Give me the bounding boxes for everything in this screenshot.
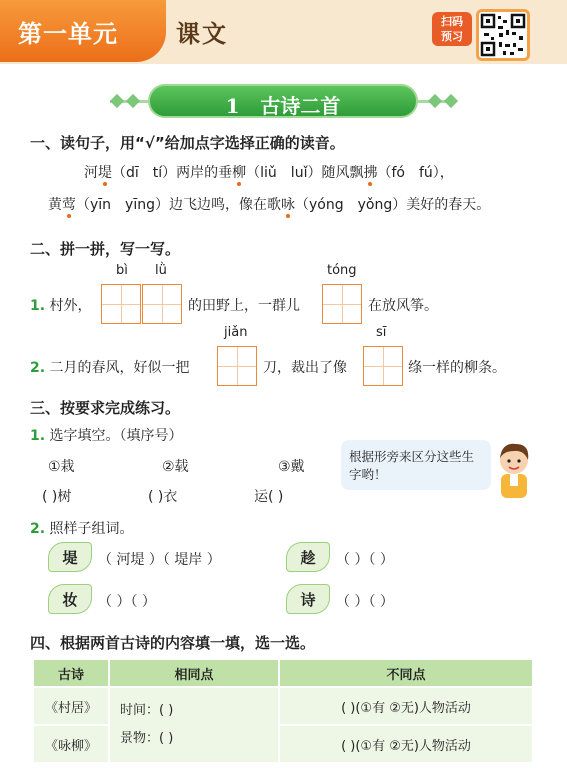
lesson-title-text	[150, 90, 416, 119]
word-group-blank[interactable]: （ ）（ ）	[98, 594, 156, 610]
option-1: ①栽	[48, 459, 75, 475]
tip-bubble	[341, 440, 491, 490]
leaf-char: 诗	[300, 591, 316, 609]
option-2: ②载	[162, 459, 189, 475]
pinyin-tong: tóng	[327, 263, 357, 278]
q3-1-text: 选字填空。（填序号）	[49, 428, 183, 444]
writing-box[interactable]	[217, 346, 257, 386]
q3-2-instruction	[30, 518, 134, 538]
fill-blank-2[interactable]: ( )衣	[148, 489, 178, 505]
difference-cell[interactable]: ( )(①有 ②无)人物活动	[280, 726, 532, 762]
q2-1-pre-text: 村外，	[49, 298, 92, 314]
same-time-blank[interactable]: 时间：( )	[120, 703, 174, 718]
leaf-label	[48, 542, 92, 572]
pinyin-jian: jiǎn	[224, 325, 248, 340]
leaf-label	[286, 584, 330, 614]
option-3: ③戴	[278, 459, 305, 475]
poem-name: 《咏柳》	[34, 726, 108, 762]
word-group-blank[interactable]: （ ）（ ）	[336, 594, 394, 610]
poem-name: 《村居》	[34, 688, 108, 724]
banner-ornament-right-2	[444, 94, 458, 108]
banner-ornament-left	[110, 94, 124, 108]
q2-2-pre-text: 二月的春风，好似一把	[49, 360, 190, 376]
leaf-label	[48, 584, 92, 614]
lesson-title-banner	[148, 84, 418, 118]
scan-label-line-1: 扫码	[441, 15, 463, 28]
difference-cell[interactable]: ( )(①有 ②无)人物活动	[280, 688, 532, 724]
banner-ornament-right	[428, 94, 442, 108]
table-header-row	[34, 660, 532, 686]
table-row	[34, 726, 532, 762]
leaf-char: 堤	[62, 549, 78, 567]
banner-ornament-left-2	[126, 94, 140, 108]
writing-box[interactable]	[142, 284, 182, 324]
scan-label-line-2: 预习	[441, 30, 463, 43]
table-header: 古诗	[34, 660, 108, 686]
q2-1-mid: 的田野上，一群儿	[188, 298, 300, 314]
q3-2-text: 照样子组词。	[49, 521, 134, 537]
q3-2-num: 2.	[30, 521, 46, 537]
section-1-heading: 一、读句子，用“√”给加点字选择正确的读音。	[30, 134, 345, 152]
leaf-label	[286, 542, 330, 572]
same-scene-blank[interactable]: 景物：( )	[120, 731, 174, 746]
q2-2-post: 绦一样的柳条。	[408, 360, 506, 376]
word-group-example: （ 河堤 ）（ 堤岸 ）	[98, 552, 221, 568]
lesson-type-title: 课文	[176, 20, 228, 48]
boy-mascot-icon	[492, 440, 536, 502]
lesson-title: 古诗二首	[260, 94, 341, 118]
writing-box[interactable]	[322, 284, 362, 324]
lesson-number: 1	[225, 94, 240, 118]
poem-compare-table	[32, 658, 534, 764]
table-row	[34, 688, 532, 724]
q2-2-num: 2.	[30, 360, 46, 376]
scan-preview-label	[432, 12, 472, 46]
q2-1-num: 1.	[30, 298, 46, 314]
q3-1-num: 1.	[30, 428, 46, 444]
q2-1-post: 在放风筝。	[368, 298, 438, 314]
section-4-heading: 四、根据两首古诗的内容填一填，选一选。	[30, 634, 316, 652]
fill-blank-3[interactable]: 运( )	[254, 489, 284, 505]
writing-box[interactable]	[101, 284, 141, 324]
fill-blank-1[interactable]: ( )树	[42, 489, 72, 505]
word-group-blank[interactable]: （ ）（ ）	[336, 552, 394, 568]
tip-text: 根据形旁来区分这些生字哟！	[349, 449, 475, 482]
qr-code-icon[interactable]	[476, 9, 530, 61]
unit-title: 第一单元	[18, 20, 118, 48]
leaf-char: 妆	[62, 591, 78, 609]
section-1-line-1: 河堤（dī tí）两岸的垂柳（liǔ luǐ）随风飘拂（fó fú），	[84, 165, 454, 181]
section-1-line-2: 黄莺（yīn yīng）边飞边鸣，像在歌咏（yóng yǒng）美好的春天。	[48, 197, 491, 213]
table-header: 不同点	[280, 660, 532, 686]
pinyin-lv: lǜ	[155, 263, 167, 278]
leaf-char: 趁	[300, 549, 316, 567]
same-points-cell[interactable]	[110, 688, 278, 762]
table-header: 相同点	[110, 660, 278, 686]
q2-1-pre	[30, 295, 92, 315]
q3-1-instruction	[30, 425, 183, 445]
writing-box[interactable]	[363, 346, 403, 386]
q2-2-mid: 刀，裁出了像	[263, 360, 347, 376]
section-3-heading: 三、按要求完成练习。	[30, 399, 181, 417]
pinyin-bi: bì	[116, 263, 128, 278]
section-2-heading: 二、拼一拼，写一写。	[30, 240, 181, 258]
pinyin-si: sī	[376, 325, 387, 340]
q2-2-pre	[30, 357, 190, 377]
